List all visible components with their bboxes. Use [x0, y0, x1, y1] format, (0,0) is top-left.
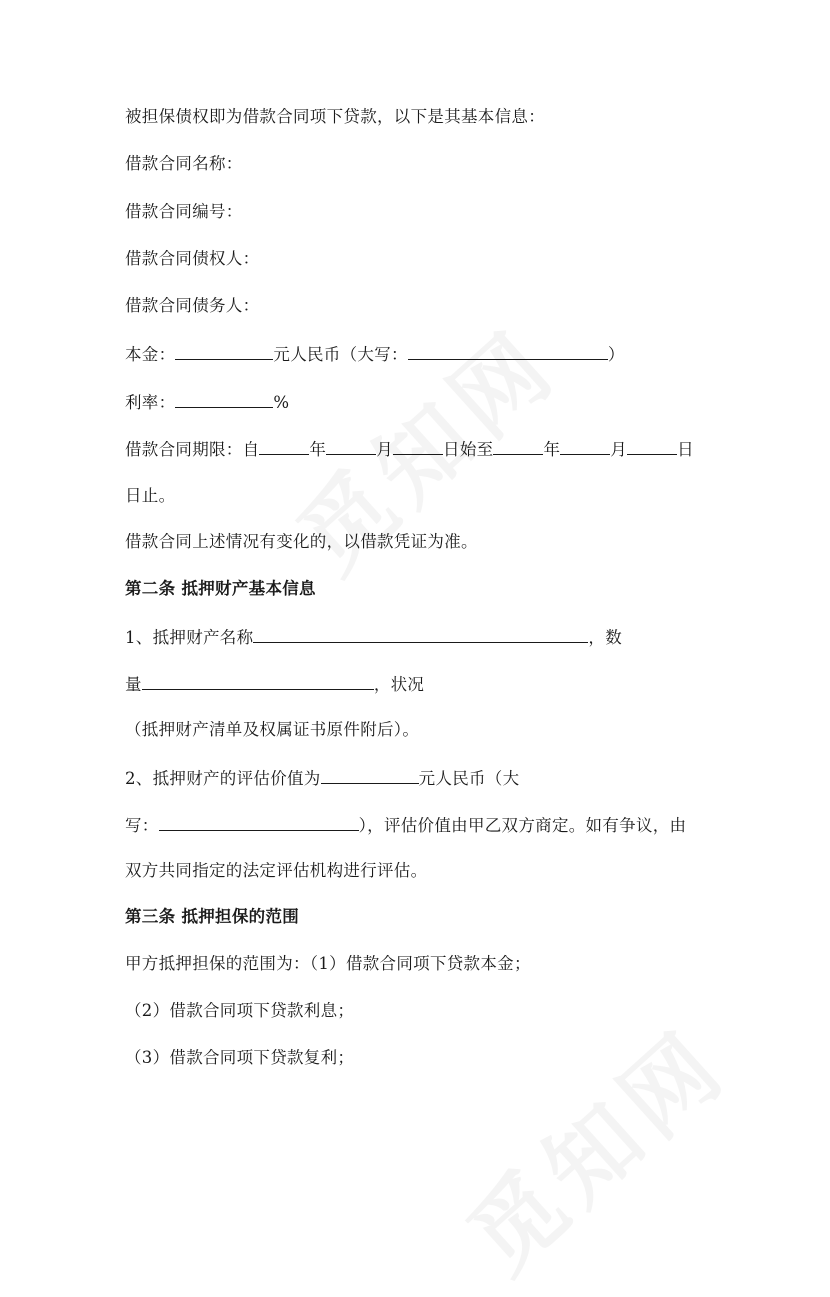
debtor-label: 借款合同债务人：: [125, 296, 260, 315]
term-row: [125, 437, 694, 461]
creditor-label: 借款合同债权人：: [125, 249, 260, 268]
valuation-amount-blank[interactable]: [321, 766, 419, 784]
term-year-text: 年: [309, 440, 327, 459]
term-end-text: 日止。: [125, 486, 176, 505]
term-start-year-blank[interactable]: [259, 437, 309, 455]
contract-name-label: 借款合同名称：: [125, 154, 243, 173]
property-name-row: [125, 625, 622, 649]
intro-text: 被担保债权即为借款合同项下贷款，以下是其基本信息：: [125, 107, 545, 126]
property-qty-row: [125, 672, 424, 696]
valuation-end: 双方共同指定的法定评估机构进行评估。: [125, 861, 428, 880]
property-list-note: （抵押财产清单及权属证书原件附后）。: [125, 720, 420, 739]
property-status-label: ，状况: [373, 675, 425, 694]
principal-label: 本金：: [125, 345, 176, 364]
property-name-blank[interactable]: [253, 625, 588, 643]
principal-uppercase-blank[interactable]: [408, 342, 608, 360]
property-qty-tail: ，数: [588, 628, 623, 647]
scope-line-1: 甲方抵押担保的范围为：（1）借款合同项下贷款本金；: [125, 954, 531, 973]
principal-amount-blank[interactable]: [175, 342, 273, 360]
watermark-bottom: [435, 995, 751, 1297]
article3-title: 第三条 抵押担保的范围: [125, 907, 300, 926]
rate-unit: %: [273, 393, 290, 412]
property-name-label: 1、抵押财产名称: [125, 628, 254, 647]
term-label: 借款合同期限：自: [125, 440, 260, 459]
term-end-month-blank[interactable]: [560, 437, 610, 455]
term-start-month-blank[interactable]: [326, 437, 376, 455]
valuation-row: [125, 766, 519, 790]
term-day-from-text: 日始至: [443, 440, 494, 459]
valuation-tail: ），评估价值由甲乙双方商定。如有争议，由: [358, 816, 687, 835]
term-month-text: 月: [376, 440, 394, 459]
valuation-label: 2、抵押财产的评估价值为: [125, 769, 321, 788]
property-qty-blank[interactable]: [142, 672, 374, 690]
scope-line-2: （2）借款合同项下贷款利息；: [125, 1001, 355, 1020]
rate-label: 利率：: [125, 393, 176, 412]
term-end-day-text: 日: [677, 440, 694, 459]
valuation-unit: 元人民币（大: [418, 769, 520, 788]
term-end-month-text: 月: [610, 440, 628, 459]
valuation-write-label: 写：: [125, 816, 159, 835]
valuation-uppercase-row: [125, 813, 686, 837]
rate-blank[interactable]: [175, 390, 273, 408]
term-end-year-text: 年: [543, 440, 561, 459]
term-end-day-blank[interactable]: [627, 437, 677, 455]
scope-line-3: （3）借款合同项下贷款复利；: [125, 1048, 355, 1067]
contract-number-label: 借款合同编号：: [125, 202, 243, 221]
article2-title: 第二条 抵押财产基本信息: [125, 579, 316, 598]
rate-row: [125, 390, 289, 414]
term-end-year-blank[interactable]: [493, 437, 543, 455]
change-note: 借款合同上述情况有变化的，以借款凭证为准。: [125, 532, 478, 551]
property-qty-label: 量: [125, 675, 142, 694]
principal-unit: 元人民币（大写：: [273, 345, 408, 364]
principal-close: ）: [607, 345, 625, 364]
valuation-uppercase-blank[interactable]: [159, 813, 359, 831]
term-start-day-blank[interactable]: [393, 437, 443, 455]
principal-row: [125, 342, 625, 366]
